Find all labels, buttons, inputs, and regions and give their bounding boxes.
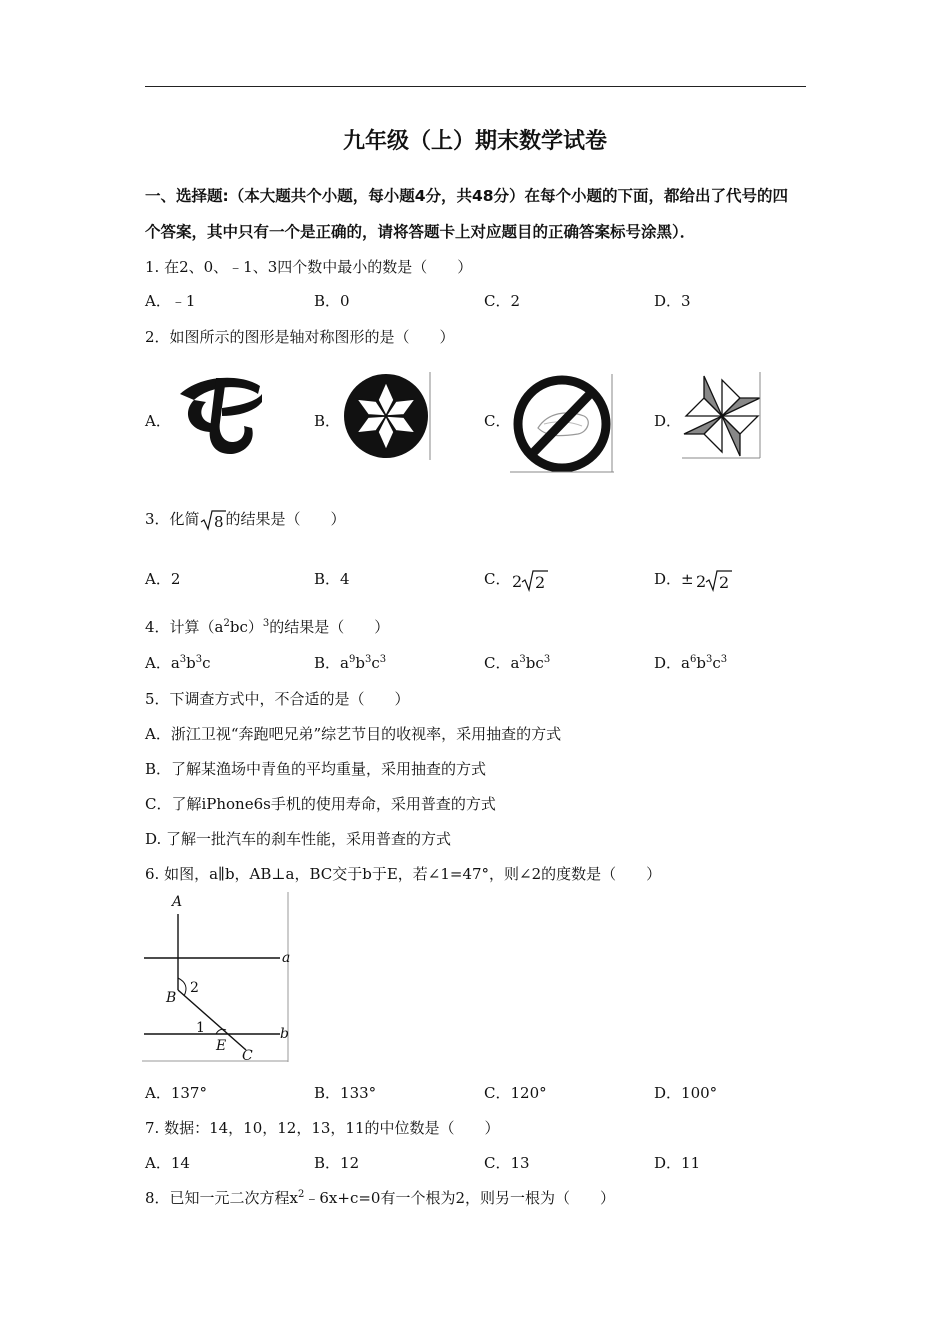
q8-sup: 2	[298, 1189, 305, 1200]
q3-c-radicand: 2	[535, 573, 546, 592]
q5-option-a: A．浙江卫视“奔跑吧兄弟”综艺节目的收视率，采用抽查的方式	[145, 725, 562, 743]
pinwheel-figure	[682, 372, 764, 460]
no-sign-figure	[508, 372, 614, 474]
q4-option-a: A．$a^3b^3c$	[145, 654, 211, 672]
q2-option-b-label: B．	[314, 412, 341, 430]
q3-option-c	[484, 568, 550, 592]
q3-option-b: B．4	[314, 570, 350, 588]
q4-sup2: 3	[262, 618, 270, 629]
q3-option-c-label: C．	[484, 570, 511, 588]
q7-option-a: A．14	[145, 1154, 190, 1172]
fig-label-A: A	[172, 894, 183, 910]
q7-option-c: C．13	[484, 1154, 530, 1172]
snowflake-circle-figure	[342, 372, 432, 460]
q1-option-c: C．2	[484, 292, 521, 310]
q4-stem-mid: bc）	[229, 618, 263, 636]
q8-stem-pre: 8．已知一元二次方程x	[145, 1189, 299, 1207]
q3-c-coeff: 2	[512, 572, 523, 591]
q4-option-d: D．$a^6b^3c^3$	[654, 654, 728, 672]
q3-option-a: A．2	[145, 570, 181, 588]
q1-option-d: D．3	[654, 292, 691, 310]
parallel-lines-figure	[142, 892, 292, 1064]
header-rule	[145, 86, 806, 87]
q4-stem-post: 的结果是（ ）	[269, 618, 390, 636]
q4-option-b: B．$a^9b^3c^3$	[314, 654, 387, 672]
q1-option-a: A．﹣1	[145, 292, 196, 310]
question-6-stem: 6. 如图，a∥b，AB⊥a，BC交于b于E，若∠1=47°，则∠2的度数是（ ）	[145, 865, 662, 883]
q6-option-a: A．137°	[145, 1084, 207, 1102]
page-title: 九年级（上）期末数学试卷	[342, 129, 607, 154]
fig-label-B: B	[166, 990, 177, 1006]
fig-label-2: 2	[190, 980, 199, 996]
fig-label-1: 1	[196, 1020, 205, 1036]
pm-two-sqrt-2-expression	[694, 568, 734, 592]
section-instructions-line2: 个答案，其中只有一个是正确的，请将答题卡上对应题目的正确答案标号涂黑）．	[145, 223, 696, 241]
q5-option-d: D. 了解一批汽车的刹车性能，采用普查的方式	[145, 830, 452, 848]
q3-radicand: 8	[213, 513, 224, 531]
section-instructions-line1: 一、选择题:（本大题共个小题，每小题4分，共48分）在每个小题的下面，都给出了代号的四	[145, 187, 789, 205]
q6-option-c: C．120°	[484, 1084, 547, 1102]
question-3-stem	[145, 508, 346, 531]
q6-option-d: D．100°	[654, 1084, 718, 1102]
q1-option-b: B．0	[314, 292, 350, 310]
question-4-stem	[145, 616, 389, 637]
fig-label-E: E	[216, 1038, 227, 1054]
question-2-stem: 2．如图所示的图形是轴对称图形的是（ ）	[145, 328, 455, 346]
q8-stem-post: ﹣6x+c=0有一个根为2，则另一根为（ ）	[304, 1189, 616, 1207]
question-1-stem: 1. 在2、0、﹣1、3四个数中最小的数是（ ）	[145, 258, 473, 276]
question-7-stem: 7. 数据：14，10，12，13，11的中位数是（ ）	[145, 1119, 500, 1137]
telecom-logo-figure	[172, 372, 264, 456]
q3-d-coeff: 2	[695, 572, 706, 591]
q2-option-c-label: C．	[484, 412, 511, 430]
question-5-stem: 5．下调查方式中，不合适的是（ ）	[145, 690, 410, 708]
q3-stem-post: 的结果是（ ）	[225, 510, 346, 528]
two-sqrt-2-expression	[510, 568, 550, 592]
question-8-stem	[145, 1187, 615, 1208]
q7-option-b: B．12	[314, 1154, 360, 1172]
q6-option-b: B．133°	[314, 1084, 377, 1102]
q7-option-d: D．11	[654, 1154, 701, 1172]
q2-option-d-label: D．	[654, 412, 682, 430]
q4-option-c: C．$a^3bc^3$	[484, 654, 551, 672]
q3-option-d-label: D．±	[654, 570, 694, 588]
fig-label-b: b	[280, 1026, 289, 1042]
fig-label-C: C	[242, 1048, 253, 1064]
fig-label-a: a	[282, 950, 291, 966]
q2-option-a-label: A．	[145, 412, 171, 430]
q4-stem-pre: 4．计算（a	[145, 618, 224, 636]
q3-option-d	[654, 568, 734, 592]
sqrt-8-expression	[200, 509, 226, 531]
q3-d-radicand: 2	[718, 573, 729, 592]
q3-stem-pre: 3．化简	[145, 510, 200, 528]
q5-option-c: C．了解iPhone6s手机的使用寿命，采用普查的方式	[145, 795, 496, 813]
q5-option-b: B．了解某渔场中青鱼的平均重量，采用抽查的方式	[145, 760, 487, 778]
q4-sup1: 2	[223, 618, 230, 629]
